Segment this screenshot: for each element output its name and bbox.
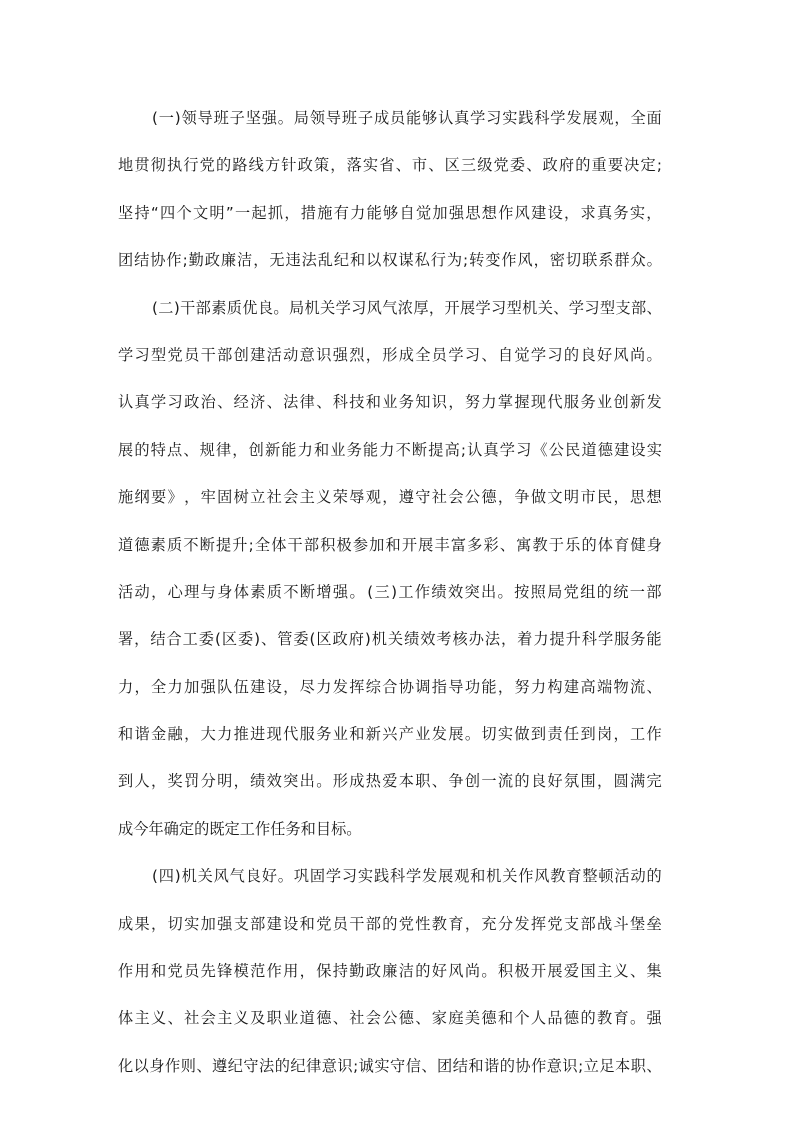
- text-line: 道 德 素 质 不 断 提 升 ; 全 体 干 部 积 极 参 加 和 开 展 丰 富 多 彩 、 寓 教 于 乐 的 体 育 健 身: [118, 535, 662, 554]
- text-line: ( 二 ) 干 部 素 质 优 良 。 局 机 关 学 习 风 气 浓 厚 ， 开 展 学 习 型 机 关 、 学 习 型 支 部 、: [152, 298, 662, 317]
- text-line: ( 一 ) 领 导 班 子 坚 强 。 局 领 导 班 子 成 员 能 够 认 真 学 习 实 践 科 学 发 展 观 ， 全 面: [152, 109, 662, 127]
- text-line: 体 主 义 、 社 会 主 义 及 职 业 道 德 、 社 会 公 德 、 家 庭 美 德 和 个 人 品 德 的 教 育 。 强: [118, 1009, 662, 1028]
- text-line: 施 纲 要 》 ， 牢 固 树 立 社 会 主 义 荣 辱 观 ， 遵 守 社 会 公 德 ， 争 做 文 明 市 民 ， 思 想: [118, 488, 662, 507]
- text-line: 到 人 ， 奖 罚 分 明 ， 绩 效 突 出 。 形 成 热 爱 本 职 、 争 创 一 流 的 良 好 氛 围 ， 圆 满 完: [118, 772, 662, 791]
- text-line: 坚 持 “ 四 个 文 明 ” 一 起 抓 ， 措 施 有 力 能 够 自 觉 加 强 思 想 作 风 建 设 ， 求 真 务 实 ，: [118, 203, 662, 222]
- text-line: 和 谐 金 融 ， 大 力 推 进 现 代 服 务 业 和 新 兴 产 业 发 展 。 切 实 做 到 责 任 到 岗 ， 工 作: [118, 725, 662, 744]
- text-line: 成 果 ， 切 实 加 强 支 部 建 设 和 党 员 干 部 的 党 性 教 育 ， 充 分 发 挥 党 支 部 战 斗 堡 垒: [118, 914, 662, 933]
- text-line: 化 以 身 作 则 、 遵 纪 守 法 的 纪 律 意 识 ; 诚 实 守 信 、 团 结 和 谐 的 协 作 意 识 ; 立 足 本 职 、: [118, 1056, 662, 1075]
- text-line: 署 ， 结 合 工 委 ( 区 委 ) 、 管 委 ( 区 政 府 ) 机 关 绩 效 考 核 办 法 ， 着 力 提 升 科 学 服 务 能: [118, 630, 662, 649]
- text-line: 力 ， 全 力 加 强 队 伍 建 设 ， 尽 力 发 挥 综 合 协 调 指 导 功 能 ， 努 力 构 建 高 端 物 流 、: [118, 677, 662, 696]
- text-line: 认 真 学 习 政 治 、 经 济 、 法 律 、 科 技 和 业 务 知 识 ， 努 力 掌 握 现 代 服 务 业 创 新 发: [118, 393, 662, 412]
- text-line: 作 用 和 党 员 先 锋 模 范 作 用 ， 保 持 勤 政 廉 洁 的 好 风 尚 。 积 极 开 展 爱 国 主 义 、 集: [118, 962, 662, 981]
- text-line: 地 贯 彻 执 行 党 的 路 线 方 针 政 策 ， 落 实 省 、 市 、 区 三 级 党 委 、 政 府 的 重 要 决 定 ;: [118, 156, 662, 175]
- text-line: 展 的 特 点 、 规 律 ， 创 新 能 力 和 业 务 能 力 不 断 提 高 ; 认 真 学 习 《 公 民 道 德 建 设 实: [118, 440, 662, 459]
- text-line: 学 习 型 党 员 干 部 创 建 活 动 意 识 强 烈 ， 形 成 全 员 学 习 、 自 觉 学 习 的 良 好 风 尚 。: [118, 345, 662, 364]
- text-line: 活 动 ， 心 理 与 身 体 素 质 不 断 增 强 。 ( 三 ) 工 作 绩 效 突 出 。 按 照 局 党 组 的 统 一 部: [118, 582, 662, 601]
- text-line: ( 四 ) 机 关 风 气 良 好 。 巩 固 学 习 实 践 科 学 发 展 观 和 机 关 作 风 教 育 整 顿 活 动 的: [152, 867, 662, 886]
- text-line: 成 今 年 确 定 的 既 定 工 作 任 务 和 目 标 。: [118, 819, 362, 838]
- document-body: [118, 101, 662, 1096]
- text-line: 团 结 协 作 ; 勤 政 廉 洁 ， 无 违 法 乱 纪 和 以 权 谋 私 行 为 ; 转 变 作 风 ， 密 切 联 系 群 众 。: [118, 251, 662, 270]
